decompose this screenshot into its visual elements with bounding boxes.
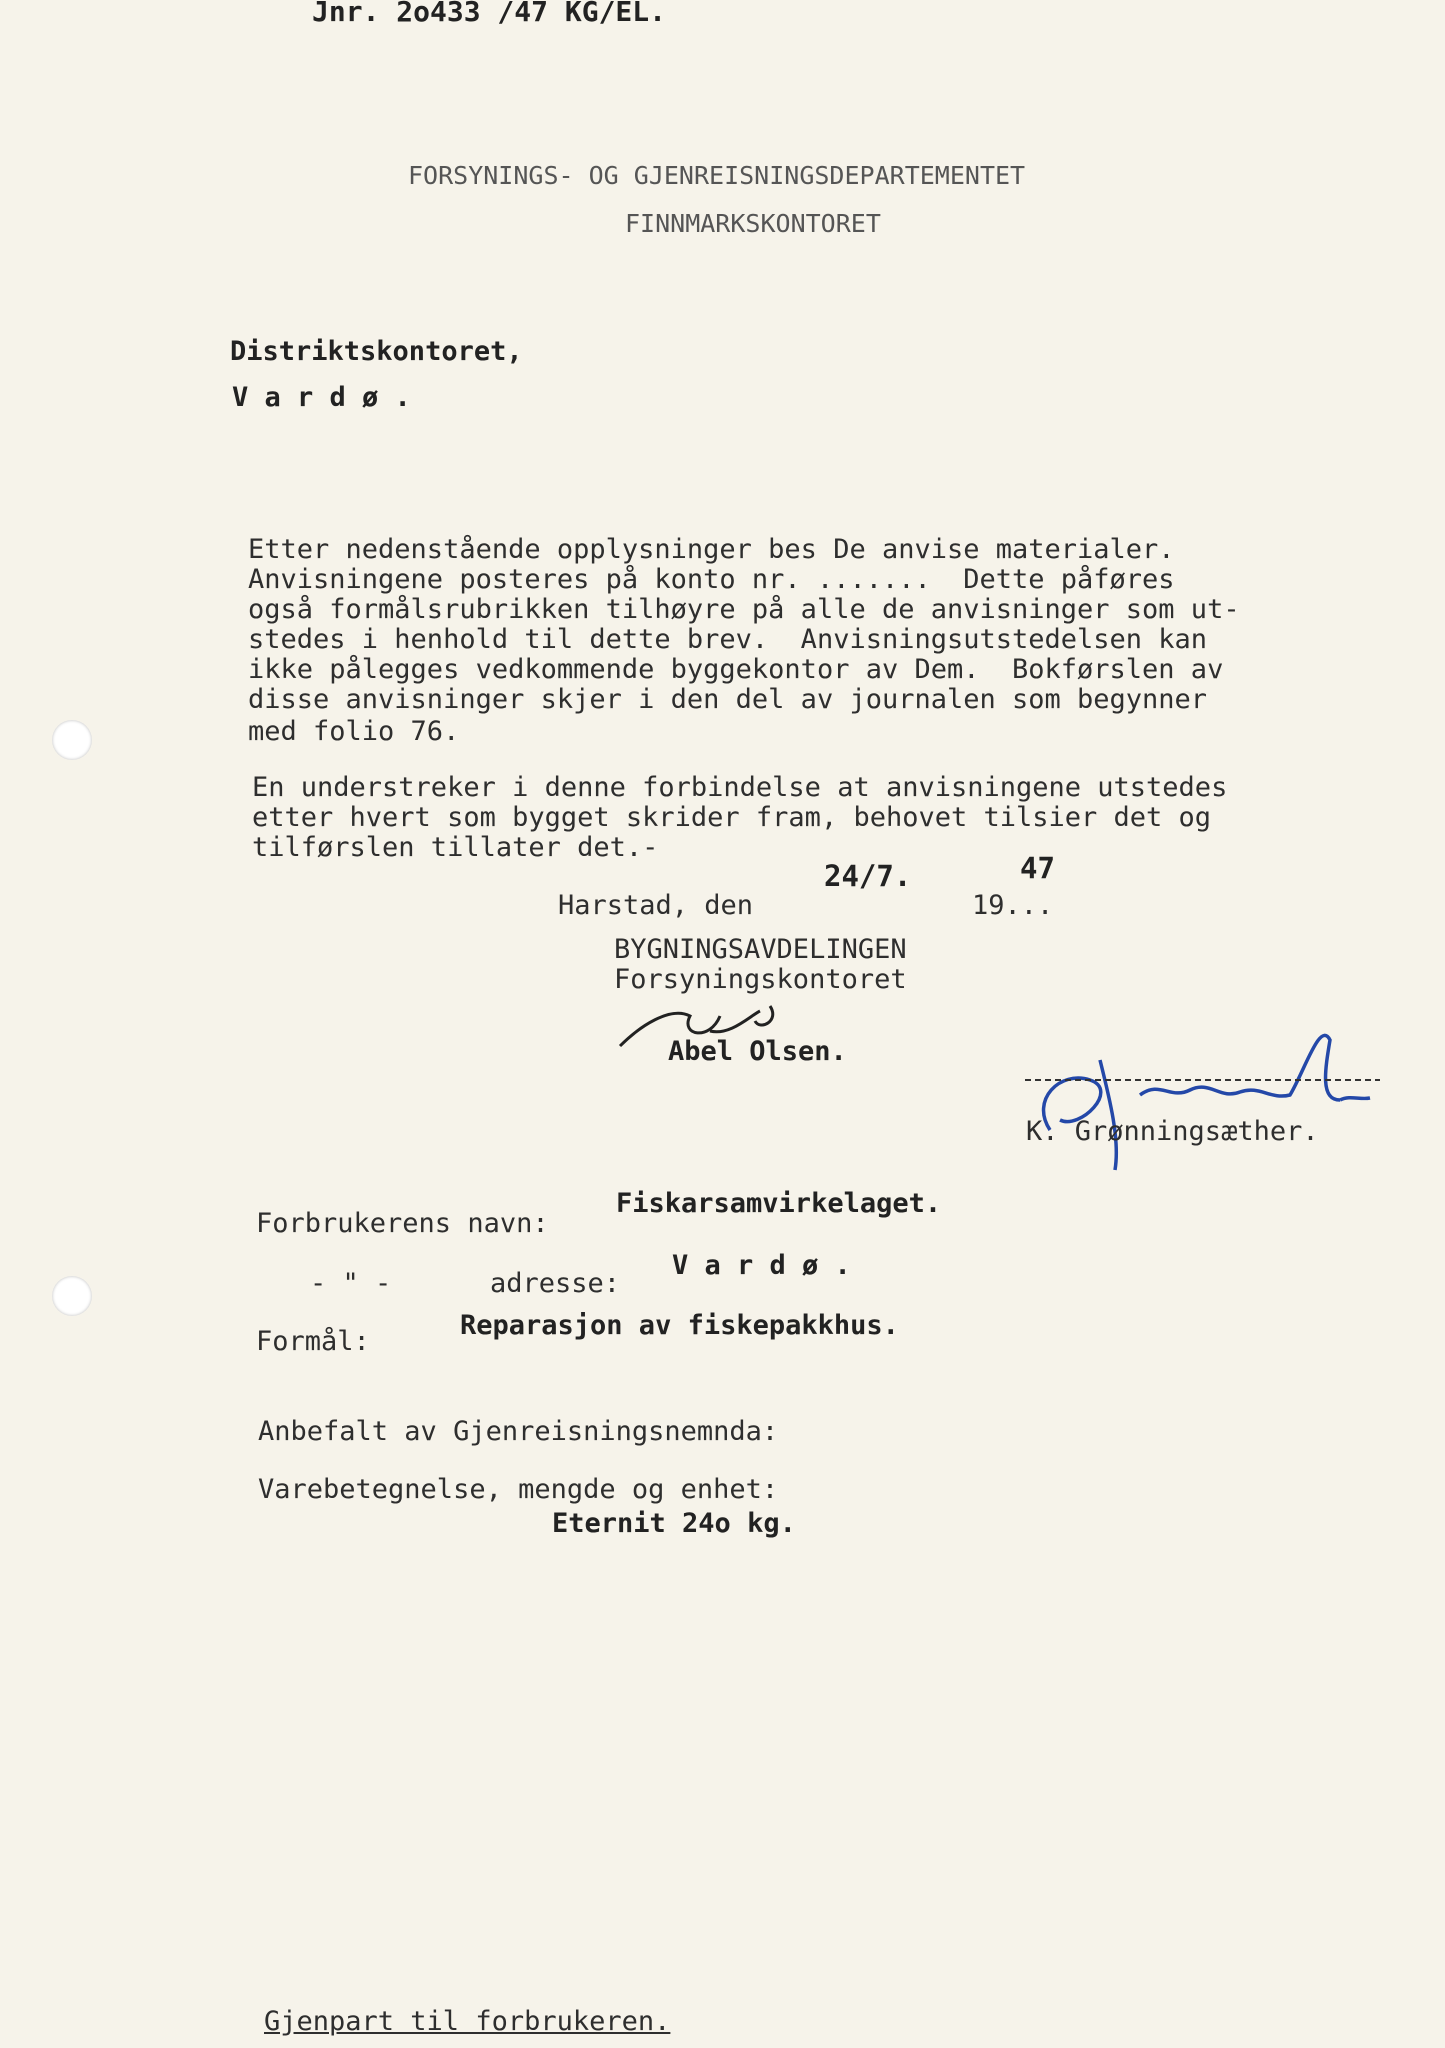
- ditto-mark: - " -: [310, 1268, 392, 1299]
- recipient-place: V a r d ø .: [232, 382, 411, 413]
- journal-number: Jnr. 2o433 /47 KG/EL.: [312, 0, 667, 28]
- body-line: disse anvisninger skjer i den del av journalen som begynner: [248, 684, 1208, 715]
- punch-hole: [52, 1276, 92, 1316]
- date-day: 24/7.: [824, 859, 912, 893]
- goods-label: Varebetegnelse, mengde og enhet:: [258, 1474, 779, 1505]
- sender-name: Abel Olsen.: [668, 1036, 847, 1067]
- department-header: FORSYNINGS- OG GJENREISNINGSDEPARTEMENTET: [408, 161, 1026, 190]
- signature-k-gronningsaether: [1020, 1000, 1380, 1190]
- recommended-label: Anbefalt av Gjenreisningsnemnda:: [258, 1416, 779, 1447]
- body-line: Etter nedenstående opplysninger bes De anvise materialer.: [248, 534, 1175, 565]
- body-line: etter hvert som bygget skrider fram, behovet tilsier det og: [252, 802, 1212, 833]
- body-line: En understreker i denne forbindelse at anvisningene utstedes: [252, 772, 1228, 803]
- address-value: V a r d ø .: [672, 1250, 851, 1281]
- date-year: 47: [1020, 851, 1055, 885]
- body-line: med folio 76.: [248, 716, 460, 747]
- consumer-name-label: Forbrukerens navn:: [256, 1208, 549, 1239]
- goods-value: Eternit 24o kg.: [552, 1508, 796, 1539]
- body-line: Anvisningene posteres på konto nr. ....... Dette påføres: [248, 564, 1175, 595]
- sender-office: Forsyningskontoret: [614, 964, 907, 995]
- copy-note: Gjenpart til forbrukeren.: [264, 2006, 671, 2037]
- purpose-value: Reparasjon av fiskepakkhus.: [460, 1310, 899, 1341]
- date-place-label: Harstad, den: [558, 890, 754, 921]
- address-label: adresse:: [490, 1268, 621, 1299]
- body-line: også formålsrubrikken tilhøyre på alle de anvisninger som ut-: [248, 594, 1240, 625]
- recipient-name: Distriktskontoret,: [230, 336, 523, 367]
- consumer-name-value: Fiskarsamvirkelaget.: [616, 1188, 942, 1219]
- sender-department: BYGNINGSAVDELINGEN: [614, 934, 907, 965]
- date-year-prefix: 19...: [972, 890, 1054, 921]
- purpose-label: Formål:: [256, 1326, 370, 1357]
- body-line: tilførslen tillater det.-: [252, 832, 659, 863]
- body-line: ikke pålegges vedkommende byggekontor av Dem. Bokførslen av: [248, 654, 1224, 685]
- punch-hole: [52, 720, 92, 760]
- office-header: FINNMARKSKONTORET: [625, 209, 881, 238]
- body-line: stedes i henhold til dette brev. Anvisningsutstedelsen kan: [248, 624, 1208, 655]
- signer-name: K. Grønningsæther.: [1026, 1116, 1319, 1147]
